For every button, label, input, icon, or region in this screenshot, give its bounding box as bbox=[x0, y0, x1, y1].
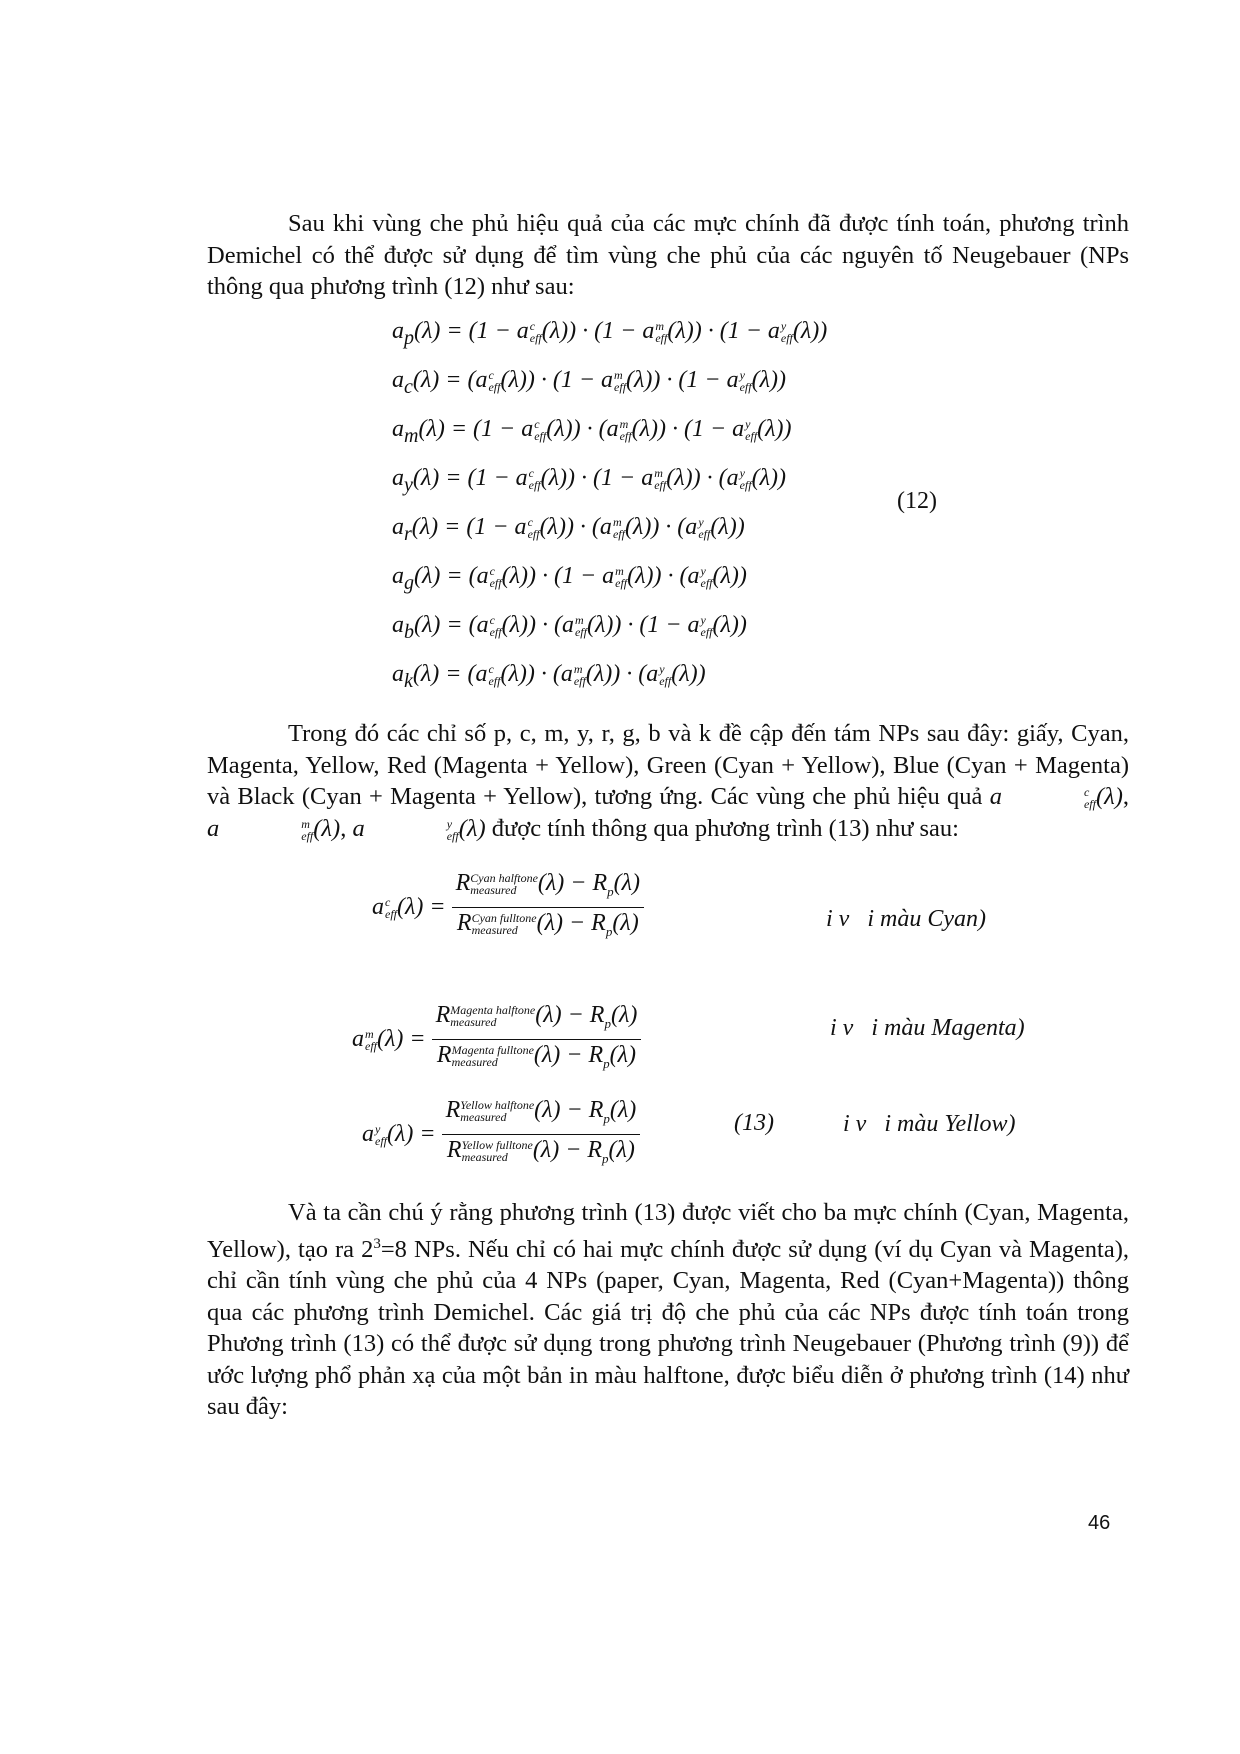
paragraph-np-definitions: Trong đó các chỉ số p, c, m, y, r, g, b và k đề cập đến tám NPs sau đây: giấy, Cyan, Magenta, Yellow, Red (Magenta + Yellow), Green (Cyan + Yellow), Blue (Cyan + Magenta) và Black (Cyan + Magenta + Yellow), tương ứng. Các vùng che phủ hiệu quả a c eff (λ), a m eff (λ), a y eff (λ) được tính thông qua phương trình (13) như sau: bbox=[207, 720, 1129, 843]
symbol-a-eff-c: a c eff (λ) bbox=[989, 783, 1123, 812]
paragraph-conclusion-text-a: Và ta cần chú ý rằng phương trình (13) được viết cho ba mực chính (Cyan, Magenta, Yellow), tạo ra 2 bbox=[207, 1199, 1129, 1263]
equation-13-caption-m: i v i màu Magenta) bbox=[830, 1015, 1025, 1041]
equation-13-row-y: a y eff (λ) = R Yellow halftone measured $(\lambda) - R_p(\lambda)$ R Yellow fulltone measured $(\lambda) - R_p(\lambda)$ bbox=[362, 1095, 640, 1174]
equation-13-caption-c: i v i màu Cyan) bbox=[826, 906, 986, 932]
paragraph-conclusion-text-b: =8 NPs. Nếu chỉ có hai mực chính được sử dụng (ví dụ Cyan và Magenta), chỉ cần tính vùng che phủ của 4 NPs (paper, Cyan, Magenta, Red (Cyan+Magenta)) thông qua các phương trình Demichel. Các giá trị độ che phủ của các NPs được tính toán trong Phương trình (13) có thể được sử dụng trong phương trình Neugebauer (Phương trình (9)) để ước lượng phổ phản xạ của một bản in màu halftone, được biểu diễn ở phương trình (14) như sau đây: bbox=[207, 1235, 1129, 1421]
paragraph-intro: Sau khi vùng che phủ hiệu quả của các mực chính đã được tính toán, phương trình Demichel có thể được sử dụng để tìm vùng che phủ của các nguyên tố Neugebauer (NPs thông qua phương trình (12) như sau: bbox=[207, 210, 1129, 300]
equation-12-row-k: $a_k(\lambda) = (a$ c eff (λ)) · (a m eff (λ)) · (a y eff (λ)) bbox=[392, 661, 706, 692]
paragraph-conclusion bbox=[207, 1197, 1129, 1423]
equation-13-row-c: a c eff (λ) = R Cyan halftone measured $(\lambda) - R_p(\lambda)$ R Cyan fulltone measured $(\lambda) - R_p(\lambda)$ bbox=[372, 868, 644, 947]
equation-number-13: (13) bbox=[734, 1110, 774, 1136]
symbol-a-eff-m: a m eff (λ) bbox=[207, 814, 341, 843]
equation-12-row-r: $a_r(\lambda) = (1 - a$ c eff (λ)) · (a m eff (λ)) · (a y eff (λ)) bbox=[392, 514, 745, 545]
equation-12-row-g: $a_g(\lambda) = (a$ c eff (λ)) · (1 − a m eff (λ)) · (a y eff (λ)) bbox=[392, 563, 747, 594]
symbol-a-eff-y: a y eff (λ) bbox=[352, 814, 486, 843]
equation-12-row-b: $a_b(\lambda) = (a$ c eff (λ)) · (a m eff (λ)) · (1 − a y eff (λ)) bbox=[392, 612, 747, 643]
equation-number-12: (12) bbox=[897, 488, 937, 514]
page-number: 46 bbox=[1088, 1512, 1111, 1534]
paragraph-np-text-before: Trong đó các chỉ số p, c, m, y, r, g, b và k đề cập đến tám NPs sau đây: giấy, Cyan, Magenta, Yellow, Red (Magenta + Yellow), Green (Cyan + Yellow), Blue (Cyan + Magenta) và Black (Cyan + Magenta + Yellow), tương ứng. Các vùng che phủ hiệu quả bbox=[207, 720, 1129, 810]
equation-12-row-y: $a_y(\lambda) = (1 - a$ c eff (λ)) · (1 − a m eff (λ)) · (a y eff (λ)) bbox=[392, 465, 786, 496]
superscript-three: 3 bbox=[373, 1235, 381, 1252]
equation-13-caption-y: i v i màu Yellow) bbox=[843, 1111, 1016, 1137]
equation-12-row-c: $a_c(\lambda) = (a$ c eff (λ)) · (1 − a m eff (λ)) · (1 − a y eff (λ)) bbox=[392, 367, 786, 398]
equation-12-row-p: $a_p(\lambda) = (1 - a$ c eff (λ)) · (1 − a m eff (λ)) · (1 − a y eff (λ)) bbox=[392, 318, 828, 349]
equation-13-row-m: a m eff (λ) = R Magenta halftone measured $(\lambda) - R_p(\lambda)$ R Magenta fulltone measured $(\lambda) - R_p(\lambda)$ bbox=[352, 1000, 641, 1079]
paragraph-np-text-after: được tính thông qua phương trình (13) như sau: bbox=[491, 814, 959, 842]
equation-12-row-m: $a_m(\lambda) = (1 - a$ c eff (λ)) · (a m eff (λ)) · (1 − a y eff (λ)) bbox=[392, 416, 792, 447]
